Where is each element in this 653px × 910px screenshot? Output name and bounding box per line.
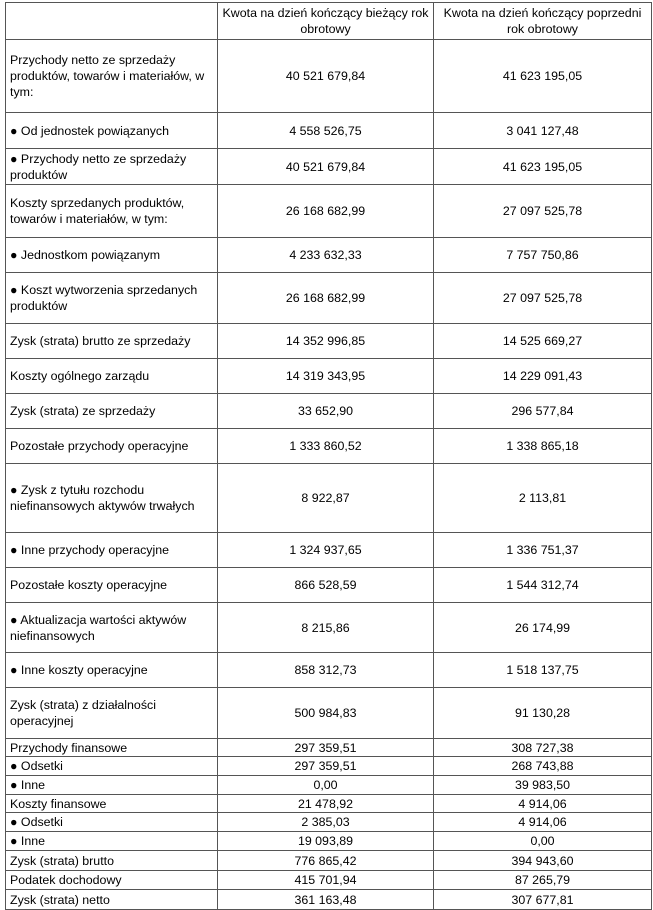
value-previous-year: 41 623 195,05 — [434, 40, 652, 113]
table-row — [6, 851, 652, 871]
table-row — [6, 832, 652, 851]
table-row — [6, 739, 652, 757]
table-row — [6, 568, 652, 603]
value-current-year: 26 168 682,99 — [218, 273, 434, 324]
row-label: Zysk (strata) netto — [6, 890, 218, 910]
value-previous-year: 268 743,88 — [434, 757, 652, 776]
header-current-year: Kwota na dzień kończący bieżący rok obrotowy — [218, 3, 434, 40]
value-current-year: 40 521 679,84 — [218, 40, 434, 113]
value-current-year: 866 528,59 — [218, 568, 434, 603]
value-previous-year: 308 727,38 — [434, 739, 652, 757]
row-label: Podatek dochodowy — [6, 871, 218, 890]
row-label: Zysk (strata) brutto — [6, 851, 218, 871]
table-row — [6, 688, 652, 739]
value-current-year: 0,00 — [218, 776, 434, 795]
value-current-year: 8 215,86 — [218, 603, 434, 653]
row-label: Koszty ogólnego zarządu — [6, 359, 218, 394]
value-previous-year: 87 265,79 — [434, 871, 652, 890]
value-previous-year: 7 757 750,86 — [434, 238, 652, 273]
value-current-year: 500 984,83 — [218, 688, 434, 739]
value-current-year: 14 352 996,85 — [218, 324, 434, 359]
table-row — [6, 238, 652, 273]
header-label-column — [6, 3, 218, 40]
row-label: ● Inne przychody operacyjne — [6, 533, 218, 568]
value-current-year: 4 558 526,75 — [218, 113, 434, 149]
table-row — [6, 776, 652, 795]
value-previous-year: 27 097 525,78 — [434, 273, 652, 324]
value-previous-year: 1 336 751,37 — [434, 533, 652, 568]
table-row — [6, 795, 652, 813]
value-previous-year: 3 041 127,48 — [434, 113, 652, 149]
value-previous-year: 2 113,81 — [434, 464, 652, 533]
row-label: ● Przychody netto ze sprzedaży produktów — [6, 149, 218, 185]
value-current-year: 8 922,87 — [218, 464, 434, 533]
row-label: Zysk (strata) brutto ze sprzedaży — [6, 324, 218, 359]
table-row — [6, 394, 652, 429]
value-current-year: 1 333 860,52 — [218, 429, 434, 464]
row-label: Przychody netto ze sprzedaży produktów, towarów i materiałów, w tym: — [6, 40, 218, 113]
table-row — [6, 871, 652, 890]
value-previous-year: 307 677,81 — [434, 890, 652, 910]
value-previous-year: 0,00 — [434, 832, 652, 851]
value-previous-year: 27 097 525,78 — [434, 185, 652, 238]
value-current-year: 415 701,94 — [218, 871, 434, 890]
table-row — [6, 464, 652, 533]
value-current-year: 33 652,90 — [218, 394, 434, 429]
row-label: Koszty sprzedanych produktów, towarów i materiałów, w tym: — [6, 185, 218, 238]
table-row — [6, 429, 652, 464]
value-previous-year: 14 229 091,43 — [434, 359, 652, 394]
value-current-year: 297 359,51 — [218, 739, 434, 757]
table-row — [6, 533, 652, 568]
value-previous-year: 1 518 137,75 — [434, 653, 652, 688]
row-label: ● Inne — [6, 776, 218, 795]
value-previous-year: 41 623 195,05 — [434, 149, 652, 185]
value-current-year: 1 324 937,65 — [218, 533, 434, 568]
value-current-year: 4 233 632,33 — [218, 238, 434, 273]
value-current-year: 26 168 682,99 — [218, 185, 434, 238]
table-row — [6, 757, 652, 776]
value-current-year: 361 163,48 — [218, 890, 434, 910]
value-previous-year: 14 525 669,27 — [434, 324, 652, 359]
row-label: ● Jednostkom powiązanym — [6, 238, 218, 273]
row-label: Zysk (strata) z działalności operacyjnej — [6, 688, 218, 739]
row-label: ● Inne koszty operacyjne — [6, 653, 218, 688]
value-previous-year: 4 914,06 — [434, 795, 652, 813]
header-row — [6, 3, 652, 40]
row-label: Przychody finansowe — [6, 739, 218, 757]
value-previous-year: 1 338 865,18 — [434, 429, 652, 464]
row-label: Pozostałe przychody operacyjne — [6, 429, 218, 464]
value-current-year: 21 478,92 — [218, 795, 434, 813]
row-label: ● Od jednostek powiązanych — [6, 113, 218, 149]
value-previous-year: 394 943,60 — [434, 851, 652, 871]
row-label: ● Inne — [6, 832, 218, 851]
value-previous-year: 4 914,06 — [434, 813, 652, 832]
table-row — [6, 185, 652, 238]
value-current-year: 2 385,03 — [218, 813, 434, 832]
table-row — [6, 149, 652, 185]
value-current-year: 19 093,89 — [218, 832, 434, 851]
value-current-year: 297 359,51 — [218, 757, 434, 776]
value-current-year: 14 319 343,95 — [218, 359, 434, 394]
table-row — [6, 40, 652, 113]
value-previous-year: 26 174,99 — [434, 603, 652, 653]
table-row — [6, 324, 652, 359]
value-current-year: 776 865,42 — [218, 851, 434, 871]
financial-table — [5, 2, 652, 910]
table-row — [6, 603, 652, 653]
row-label: ● Aktualizacja wartości aktywów niefinansowych — [6, 603, 218, 653]
row-label: Koszty finansowe — [6, 795, 218, 813]
header-previous-year: Kwota na dzień kończący poprzedni rok obrotowy — [434, 3, 652, 40]
row-label: ● Zysk z tytułu rozchodu niefinansowych aktywów trwałych — [6, 464, 218, 533]
row-label: ● Odsetki — [6, 757, 218, 776]
table-row — [6, 653, 652, 688]
table-row — [6, 359, 652, 394]
table-row — [6, 273, 652, 324]
value-previous-year: 39 983,50 — [434, 776, 652, 795]
row-label: ● Koszt wytworzenia sprzedanych produktów — [6, 273, 218, 324]
row-label: Pozostałe koszty operacyjne — [6, 568, 218, 603]
row-label: ● Odsetki — [6, 813, 218, 832]
row-label: Zysk (strata) ze sprzedaży — [6, 394, 218, 429]
value-current-year: 40 521 679,84 — [218, 149, 434, 185]
value-previous-year: 91 130,28 — [434, 688, 652, 739]
table-row — [6, 813, 652, 832]
value-current-year: 858 312,73 — [218, 653, 434, 688]
value-previous-year: 296 577,84 — [434, 394, 652, 429]
value-previous-year: 1 544 312,74 — [434, 568, 652, 603]
table-row — [6, 113, 652, 149]
